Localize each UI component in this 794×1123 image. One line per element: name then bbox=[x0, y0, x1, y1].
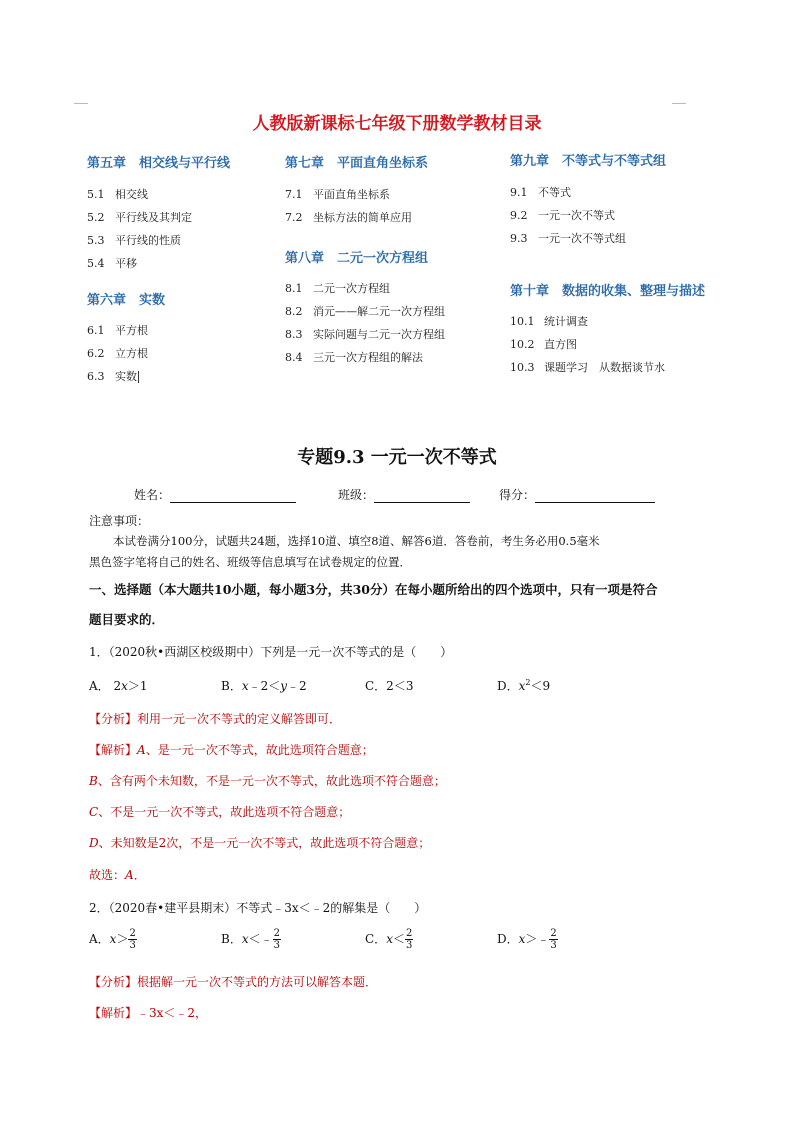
toc-column-1 bbox=[87, 152, 317, 388]
text-cursor bbox=[138, 371, 139, 383]
toc-item: 7.2 坐标方法的简单应用 bbox=[285, 211, 412, 224]
q2-option-c: C．x＜ $\frac{2}{3}$ bbox=[365, 928, 413, 951]
name-blank[interactable] bbox=[170, 490, 296, 503]
class-blank[interactable] bbox=[374, 490, 470, 503]
toc-item: 8.4 三元一次方程组的解法 bbox=[285, 351, 423, 364]
score-field[interactable] bbox=[499, 486, 655, 503]
chapter-heading: 第八章 二元一次方程组 bbox=[285, 251, 429, 266]
q2-analysis: 【分析】根据解一元一次不等式的方法可以解答本题． bbox=[89, 975, 378, 989]
chapter-heading: 第九章 不等式与不等式组 bbox=[510, 154, 667, 169]
q1-solution-d: D、未知数是2次，不是一元一次不等式，故此选项不符合题意； bbox=[89, 836, 431, 850]
chapter-heading: 第七章 平面直角坐标系 bbox=[285, 156, 429, 171]
chapter-heading: 第五章 相交线与平行线 bbox=[87, 156, 231, 171]
toc-item: 6.3 实数 bbox=[87, 370, 137, 383]
score-blank[interactable] bbox=[535, 490, 655, 503]
class-label: 班级： bbox=[338, 488, 375, 502]
q1-option-c: C．2＜3 bbox=[365, 679, 414, 693]
chapter-heading: 第十章 数据的收集、整理与描述 bbox=[510, 284, 706, 299]
q1-option-b: B．x﹣2＜y﹣2 bbox=[221, 679, 307, 693]
notice-heading: 注意事项： bbox=[89, 514, 150, 528]
toc-item: 6.1 平方根 bbox=[87, 324, 148, 337]
toc-item: 9.1 不等式 bbox=[510, 186, 571, 199]
class-field[interactable] bbox=[338, 486, 470, 503]
q1-answer: 故选：A． bbox=[89, 868, 146, 882]
q2-option-b: B．x＜﹣ $\frac{2}{3}$ bbox=[221, 928, 280, 951]
toc-item: 7.1 平面直角坐标系 bbox=[285, 188, 390, 201]
q2-option-a: A．x＞ $\frac{2}{3}$ bbox=[89, 928, 136, 951]
toc-item: 8.3 实际问题与二元一次方程组 bbox=[285, 328, 445, 341]
toc-item: 8.1 二元一次方程组 bbox=[285, 282, 390, 295]
score-label: 得分： bbox=[499, 488, 536, 502]
toc-item: 5.1 相交线 bbox=[87, 188, 148, 201]
q2-solution: 【解析】﹣3x＜﹣2， bbox=[89, 1006, 208, 1020]
toc-item: 9.3 一元一次不等式组 bbox=[510, 232, 626, 245]
toc-item: 10.2 直方图 bbox=[510, 338, 577, 351]
question-2-stem: 2．（2020春•建平县期末）不等式﹣3x＜﹣2的解集是（ ） bbox=[89, 901, 427, 915]
toc-item: 10.1 统计调查 bbox=[510, 315, 588, 328]
toc-item: 5.3 平行线的性质 bbox=[87, 234, 181, 247]
notice-line-2: 黑色签字笔将自己的姓名、班级等信息填写在试卷规定的位置． bbox=[89, 555, 411, 569]
question-1-stem: 1．（2020秋•西湖区校级期中）下列是一元一次不等式的是（ ） bbox=[89, 645, 453, 659]
q1-solution-a: 【解析】A、是一元一次不等式，故此选项符合题意； bbox=[89, 743, 374, 757]
q1-analysis: 【分析】利用一元一次不等式的定义解答即可． bbox=[89, 712, 342, 726]
section-heading: 一、选择题（本大题共10小题，每小题3分，共30分）在每小题所给出的四个选项中，只有一项是符合 bbox=[89, 582, 658, 597]
q2-option-d: D．x＞﹣ $\frac{2}{3}$ bbox=[497, 928, 557, 951]
toc-item: 6.2 立方根 bbox=[87, 347, 148, 360]
section-heading-cont: 题目要求的． bbox=[89, 612, 165, 627]
name-field[interactable] bbox=[134, 486, 296, 503]
crop-mark bbox=[672, 103, 686, 104]
q1-solution-c: C、不是一元一次不等式，故此选项不符合题意； bbox=[89, 805, 351, 819]
toc-column-3 bbox=[510, 150, 780, 379]
name-label: 姓名： bbox=[134, 488, 171, 502]
toc-title: 人教版新课标七年级下册数学教材目录 bbox=[252, 114, 542, 134]
toc-item: 5.4 平移 bbox=[87, 257, 137, 270]
q1-option-a: A． 2x＞1 bbox=[89, 679, 148, 693]
toc-column-2 bbox=[285, 152, 515, 369]
crop-mark bbox=[74, 103, 88, 104]
toc-item: 5.2 平行线及其判定 bbox=[87, 211, 192, 224]
q1-solution-b: B、含有两个未知数，不是一元一次不等式，故此选项不符合题意； bbox=[89, 774, 446, 788]
toc-item: 8.2 消元——解二元一次方程组 bbox=[285, 305, 445, 318]
q1-option-d: D．$x^2<9$ bbox=[497, 678, 551, 693]
toc-item: 10.3 课题学习 从数据谈节水 bbox=[510, 361, 665, 374]
toc-item: 9.2 一元一次不等式 bbox=[510, 209, 615, 222]
chapter-heading: 第六章 实数 bbox=[87, 293, 166, 308]
topic-title: 专题9.3 一元一次不等式 bbox=[297, 447, 497, 468]
notice-line-1: 本试卷满分100分，试题共24题，选择10道、填空8道、解答6道．答卷前，考生务必用0.5毫米 bbox=[113, 534, 600, 548]
